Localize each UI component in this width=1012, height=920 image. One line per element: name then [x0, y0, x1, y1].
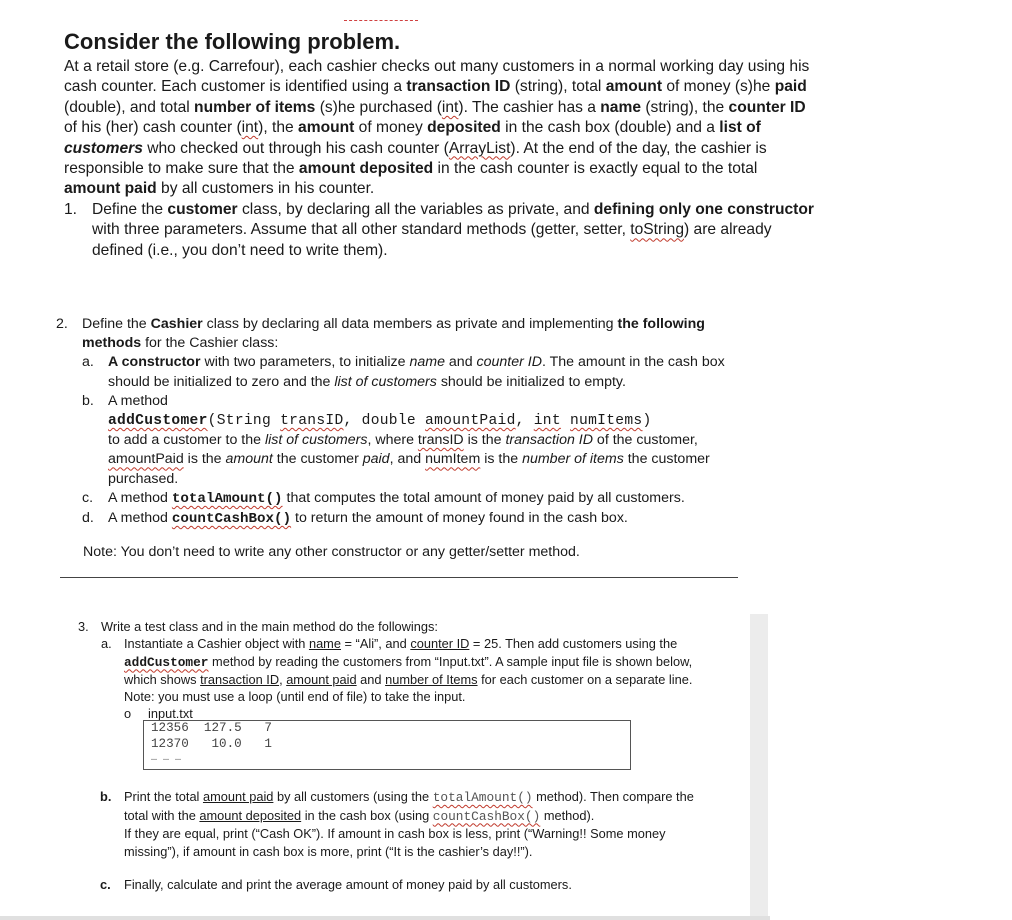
question-3a: a. Instantiate a Cashier object with name = “Ali”, and counter ID = 25. Then add customers using the addCustomer method by reading the customers from “Input.txt”. A sample input file is shown below, which shows transaction ID, amount paid and number of Items for each customer on a separate line. Note: you must use a loop (until end of file) to take the input. o input.txt [101, 636, 693, 722]
question-1-text: Define the customer class, by declaring all the variables as private, and defining only one constructor with three parameters. Assume that all other standard methods (getter, setter, toString) are already defined (i.e., you don’t need to write them). [92, 201, 814, 259]
side-grey-bar [750, 614, 768, 920]
question-3b: b. Print the total amount paid by all customers (using the totalAmount() method). Then compare the total with the amount deposited in the cash box (using countCashBox() method). If they are equal, print (“Cash OK”). If amount in cash box is less, print (“Warning!! Some money missing”), if amount in cash box is more, print (“It is the cashier’s day!!”). [100, 789, 694, 859]
question-2d: d. A method countCashBox() to return the amount of money found in the cash box. [82, 510, 628, 528]
input-file-row: 12356 127.5 7 [151, 721, 272, 735]
question-2b: b. A method addCustomer(String transID, double amountPaid, int numItems) to add a customer to the list of customers, where transID is the transaction ID of the customer, amountPaid is the amount the customer paid, and numItem is the number of items the customer purchased. [82, 392, 710, 487]
intro-paragraph: At a retail store (e.g. Carrefour), each cashier checks out many customers in a normal working day using his cash counter. Each customer is identified using a transaction ID (string), total amount of money (s)he paid (double), and total number of items (s)he purchased (int). The cashier has a name (string), the counter ID of his (her) cash counter (int), the amount of money deposited in the cash box (double) and a list of customers who checked out through his cash counter (ArrayList). At the end of the day, the cashier is responsible to make sure that the amount deposited in the cash counter is exactly equal to the total amount paid by all customers in his counter. [64, 58, 810, 198]
note-text: Note: You don’t need to write any other constructor or any getter/setter method. [83, 544, 580, 560]
page-title: Consider the following problem. [64, 29, 401, 54]
bullet-circle: o [124, 706, 132, 722]
question-2c: c. A method totalAmount() that computes the total amount of money paid by all customers. [82, 489, 685, 507]
bottom-edge-bar [0, 916, 770, 920]
question-2a: a. A constructor with two parameters, to initialize name and counter ID. The amount in the cash box should be initialized to zero and the list of customers should be initialized to empty. [82, 354, 725, 390]
add-customer-signature: addCustomer(String transID, double amountPaid, int numItems) [108, 413, 652, 430]
question-3-number: 3. [78, 619, 89, 634]
input-file-row: … … … [151, 753, 182, 764]
question-2-number: 2. [56, 316, 68, 332]
question-3c: c. Finally, calculate and print the average amount of money paid by all customers. [100, 877, 572, 892]
question-1 [64, 200, 816, 261]
question-2 [56, 315, 756, 529]
input-file-label: input.txt [148, 706, 193, 722]
question-1-number: 1. [64, 201, 78, 218]
question-2-text: Define the Cashier class by declaring all data members as private and implementing the following methods for the Cashier class: [82, 316, 705, 352]
question-3 [78, 618, 708, 723]
question-3-head: Write a test class and in the main method do the followings: [101, 619, 438, 634]
top-dashed-rule [344, 20, 418, 21]
input-file-sample [143, 720, 631, 770]
section-divider [60, 577, 738, 578]
input-file-row: 12370 10.0 1 [151, 737, 272, 751]
